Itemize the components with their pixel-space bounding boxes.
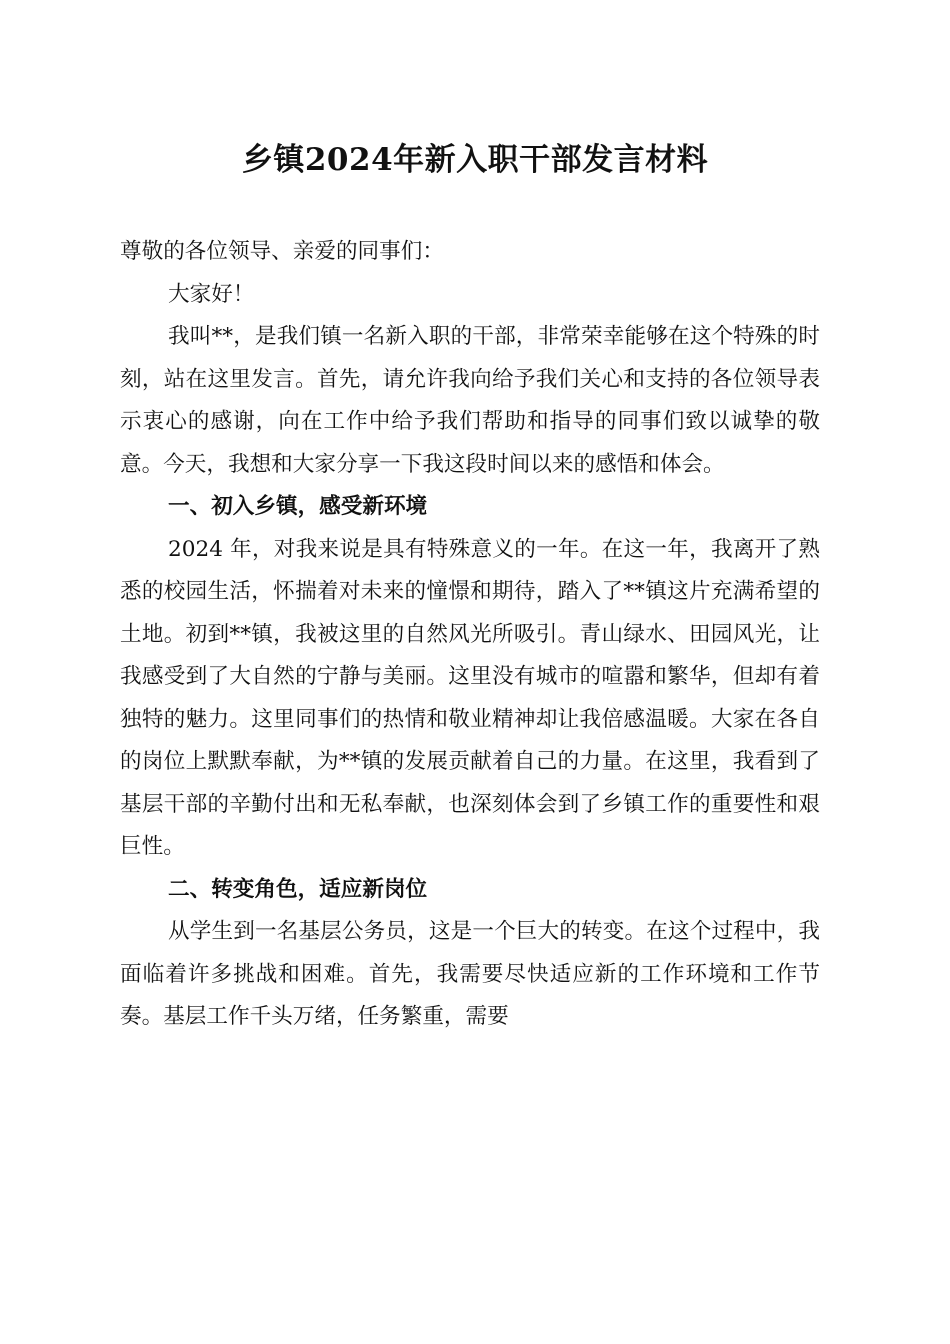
document-title: 乡镇2024年新入职干部发言材料: [241, 142, 709, 178]
section-2-paragraph: 从学生到一名基层公务员，这是一个巨大的转变。在这个过程中，我面临着许多挑战和困难。首先，我需要尽快适应新的工作环境和工作节奏。基层工作千头万绪，任务繁重，需要: [120, 919, 820, 1029]
salutation: 尊敬的各位领导、亲爱的同事们：: [120, 239, 444, 264]
section-1-paragraph: 2024 年，对我来说是具有特殊意义的一年。在这一年，我离开了熟悉的校园生活，怀揣着对未来的憧憬和期待，踏入了**镇这片充满希望的土地。初到**镇，我被这里的自然风光所吸引。青山绿水、田园风光，让我感受到了大自然的宁静与美丽。这里没有城市的喧嚣和繁华，但却有着独特的魅力。这里同事们的热情和敬业精神却让我倍感温暖。大家在各自的岗位上默默奉献，为**镇的发展贡献着自己的力量。在这里，我看到了基层干部的辛勤付出和无私奉献，也深刻体会到了乡镇工作的重要性和艰巨性。: [120, 536, 820, 859]
greeting-line: 大家好！: [168, 281, 255, 307]
document-body: [120, 231, 820, 1039]
section-2-heading: 二、转变角色，适应新岗位: [168, 876, 428, 902]
intro-paragraph: 我叫**，是我们镇一名新入职的干部，非常荣幸能够在这个特殊的时刻，站在这里发言。首先，请允许我向给予我们关心和支持的各位领导表示衷心的感谢，向在工作中给予我们帮助和指导的同事们致以诚挚的敬意。今天，我想和大家分享一下我这段时间以来的感悟和体会。: [120, 324, 820, 477]
section-1-heading: 一、初入乡镇，感受新环境: [168, 494, 428, 519]
